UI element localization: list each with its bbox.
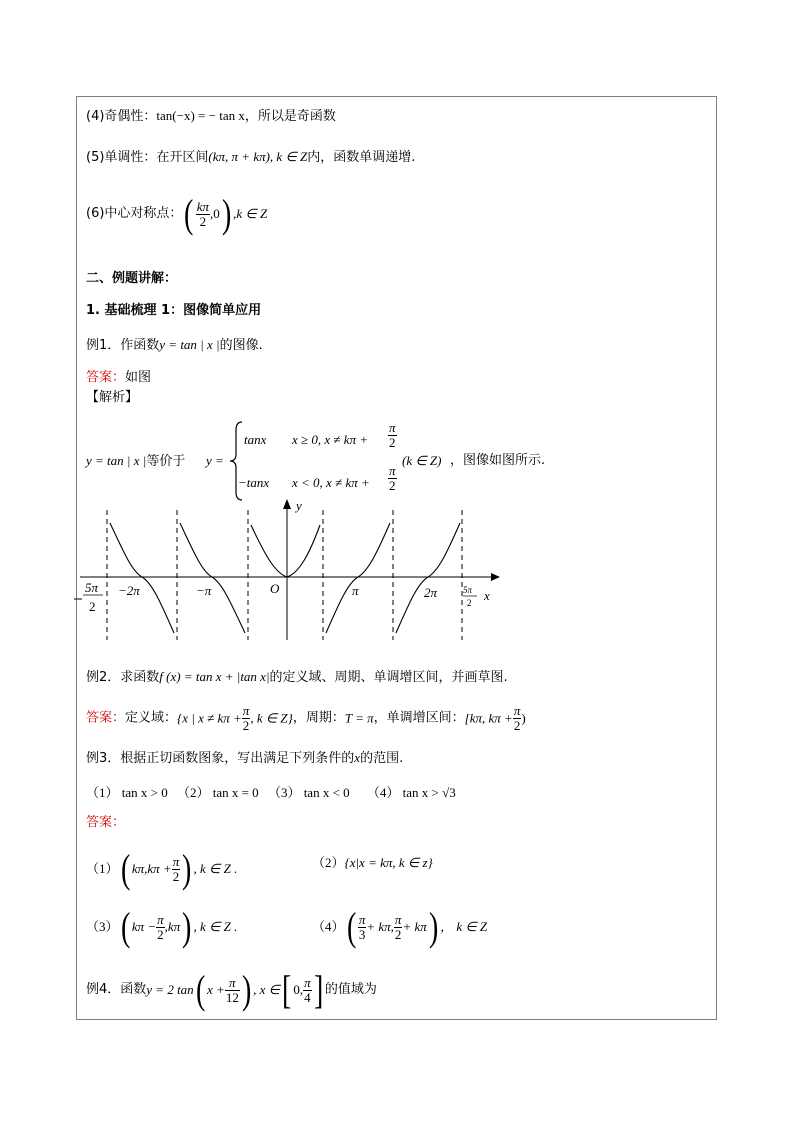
parity-tail: ，所以是奇函数 xyxy=(244,109,336,124)
case1-cond: x ≥ 0, x ≠ kπ + xyxy=(292,432,369,447)
a1-right-paren: ) xyxy=(182,846,192,891)
a3-math: kπ − xyxy=(131,919,157,935)
ex2-math: f (x) = tan x + |tan x| xyxy=(159,669,270,684)
center-rest: ,0 xyxy=(210,206,220,222)
incr-den: 2 xyxy=(513,717,521,733)
origin-label: O xyxy=(270,581,280,596)
curve-branch xyxy=(110,523,174,633)
curve-branch xyxy=(326,523,390,633)
a4-den2: 2 xyxy=(394,926,402,942)
a4-left-paren: ( xyxy=(346,904,356,949)
curve-branch xyxy=(251,525,287,577)
x-axis-arrow xyxy=(491,573,500,581)
a4-right-paren: ) xyxy=(428,904,439,949)
center-fraction xyxy=(196,200,210,228)
ex2-answer-label: 答案： xyxy=(86,710,126,726)
ex1-prefix: 例1．作函数 xyxy=(86,338,160,353)
property-center xyxy=(86,190,267,234)
ex3-suffix: 的范围. xyxy=(360,751,404,766)
incr-tail: ) xyxy=(521,710,526,726)
a4-tail: ， k ∈ Z xyxy=(440,919,488,935)
a1-fraction xyxy=(172,855,181,883)
domain-num: π xyxy=(242,703,250,718)
a4-den1: 3 xyxy=(358,926,366,942)
ex4-den2: 4 xyxy=(304,989,311,1005)
a4-num2: π xyxy=(394,911,402,927)
a3-den: 2 xyxy=(157,926,164,942)
answer-text: 如图 xyxy=(125,370,152,385)
ex4-math2: , x ∈ xyxy=(253,982,280,998)
case2-fn: −tanx xyxy=(238,475,270,490)
ex4-fraction-2 xyxy=(303,976,312,1004)
case1-fraction xyxy=(388,421,397,449)
curve-branch xyxy=(396,523,460,633)
ex4-right-paren: ) xyxy=(241,967,252,1012)
ex3-cond1: （1） tan x > 0 xyxy=(86,785,168,800)
tick-neg-5pi2-num: 5π xyxy=(85,580,99,595)
case2-cond: x < 0, x ≠ kπ + xyxy=(292,475,370,490)
a3-mid: ,kπ xyxy=(164,919,181,935)
case1-den: 2 xyxy=(389,434,396,450)
case2-num: π xyxy=(389,463,396,478)
incr-label: ，单调增区间： xyxy=(373,710,465,726)
tan-abs-graph xyxy=(70,495,510,645)
ex3-cond2: （2） tan x = 0 xyxy=(176,785,259,800)
a2-label: （2） xyxy=(312,855,345,870)
a3-left-paren: ( xyxy=(120,904,130,949)
ex3-answer-1 xyxy=(86,845,238,891)
ex4-right-bracket: ] xyxy=(313,967,323,1012)
ex3-answer-4 xyxy=(312,903,488,949)
a3-label: （3） xyxy=(86,919,119,935)
period-math: T = π xyxy=(344,710,374,726)
center-tail: ,k ∈ Z xyxy=(233,206,268,222)
a4-label: （4） xyxy=(312,919,345,935)
example-2-answer xyxy=(86,704,526,742)
example-1-question xyxy=(86,337,263,354)
monotonic-math: (kπ, π + kπ), k ∈ Z xyxy=(208,149,308,164)
case2-fraction xyxy=(388,464,397,492)
domain-den: 2 xyxy=(242,717,250,733)
curve-branch xyxy=(287,525,320,577)
a1-den: 2 xyxy=(172,868,180,884)
ex3-answer-label: 答案： xyxy=(86,815,126,830)
ex2-suffix: 的定义域、周期、单调增区间，并画草图. xyxy=(269,670,508,685)
a1-math: kπ,kπ + xyxy=(131,861,172,877)
a3-tail: , k ∈ Z . xyxy=(193,919,238,935)
tick-2pi: 2π xyxy=(424,585,438,600)
case2-den: 2 xyxy=(389,477,396,493)
ex4-x: x + xyxy=(207,982,225,998)
domain-math: {x | x ≠ kπ + xyxy=(177,710,242,726)
center-den: 2 xyxy=(199,213,207,229)
tick-pi: π xyxy=(352,583,359,598)
ex4-int-a: 0, xyxy=(293,982,304,998)
ex4-den: 12 xyxy=(225,989,239,1005)
eq-left-text: y = tan | x | xyxy=(86,453,147,468)
ex4-prefix: 例4．函数 xyxy=(86,982,147,998)
ex3-answer-2 xyxy=(312,855,433,871)
a3-fraction xyxy=(156,913,165,941)
case1-num: π xyxy=(389,420,396,435)
a3-right-paren: ) xyxy=(182,904,192,949)
ex1-suffix: 的图像. xyxy=(219,338,263,353)
eq-kz: (k ∈ Z) xyxy=(402,453,442,468)
a1-label: （1） xyxy=(86,861,119,877)
domain-tail: , k ∈ Z} xyxy=(250,710,293,726)
x-axis-label: x xyxy=(484,588,490,603)
ex3-cond4: （4） tan x > √3 xyxy=(366,785,456,800)
a1-tail: , k ∈ Z . xyxy=(193,861,238,877)
ex3-var: x xyxy=(354,750,361,765)
curve-branch xyxy=(180,523,245,633)
analysis-label: 【解析】 xyxy=(86,390,139,405)
a4-mid: + kπ, xyxy=(366,919,394,935)
ex4-suffix: 的值域为 xyxy=(324,982,377,998)
ex4-num2: π xyxy=(304,974,311,990)
ex1-math: y = tan | x | xyxy=(159,337,220,352)
example-2-question xyxy=(86,669,508,686)
parity-math: tan(−x) = − tan x xyxy=(156,108,245,123)
ex3-conditions xyxy=(86,785,456,801)
ex4-fraction-1 xyxy=(225,976,240,1004)
a4-num1: π xyxy=(358,911,366,927)
ex4-math1: y = 2 tan xyxy=(146,982,194,998)
example-1-answer xyxy=(86,370,151,386)
section-title: 二、例题讲解： xyxy=(86,271,178,286)
monotonic-label: (5)单调性：在开区间 xyxy=(86,150,209,165)
a1-left-paren: ( xyxy=(120,846,130,891)
incr-math: [kπ, kπ + xyxy=(464,710,513,726)
ex4-left-paren: ( xyxy=(195,967,206,1012)
ex3-answer-3 xyxy=(86,903,238,949)
center-label: (6)中心对称点： xyxy=(86,206,183,222)
right-paren: ) xyxy=(221,191,232,236)
incr-num: π xyxy=(513,703,521,718)
parity-label: (4)奇偶性： xyxy=(86,109,157,124)
tick-neg-2pi: −2π xyxy=(118,583,140,598)
y-axis-arrow xyxy=(283,499,291,509)
answer-label: 答案： xyxy=(86,370,126,385)
subsection-title: 1. 基础梳理 1：图像简单应用 xyxy=(86,303,262,318)
example-4-question xyxy=(86,966,377,1012)
property-monotonic xyxy=(86,149,415,166)
period-label: ，周期： xyxy=(292,710,345,726)
eq-tail: ，图像如图所示. xyxy=(450,453,546,468)
property-parity xyxy=(86,108,336,125)
a1-num: π xyxy=(172,853,180,869)
a2-math: {x|x = kπ, k ∈ z} xyxy=(344,855,433,870)
monotonic-tail: 内，函数单调递增. xyxy=(307,150,416,165)
ex4-num: π xyxy=(225,976,240,991)
ex3-cond3: （3） tan x < 0 xyxy=(267,785,350,800)
eq-y: y = xyxy=(206,453,224,468)
eq-left xyxy=(86,453,185,470)
domain-label: 定义域： xyxy=(125,710,178,726)
ex3-prefix: 例3．根据正切函数图象，写出满足下列条件的 xyxy=(86,751,355,766)
y-axis-label: y xyxy=(296,498,302,513)
ex2-prefix: 例2．求函数 xyxy=(86,670,160,685)
case1-fn: tanx xyxy=(244,432,267,447)
eq-mid: 等价于 xyxy=(146,454,186,469)
example-3-question xyxy=(86,750,403,767)
center-num: kπ xyxy=(196,198,210,214)
ex4-left-bracket: [ xyxy=(281,967,292,1012)
tick-neg-pi: −π xyxy=(196,583,212,598)
a4-mid2: + kπ xyxy=(402,919,427,935)
tick-5pi2-num: 5π xyxy=(463,585,473,595)
tick-5pi2-den: 2 xyxy=(467,598,472,608)
tick-neg-5pi2-den: 2 xyxy=(89,599,96,614)
left-paren: ( xyxy=(184,191,194,236)
a3-num: π xyxy=(157,911,164,927)
